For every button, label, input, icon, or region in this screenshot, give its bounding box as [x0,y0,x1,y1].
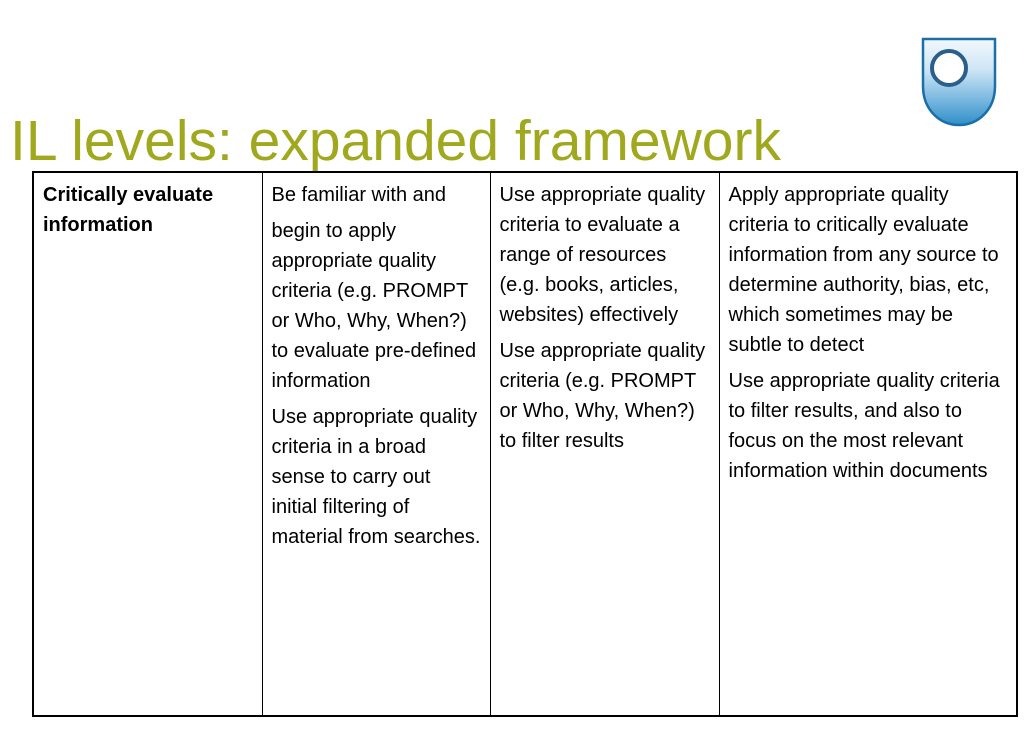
cell-paragraph: Apply appropriate quality criteria to critically evaluate information from any source to determine authority, bias, etc, which sometimes may be subtle to detect [728,184,999,356]
cell-paragraph: Use appropriate quality criteria to evaluate a range of resources (e.g. books, articles, websites) effectively [499,184,706,326]
framework-table [32,171,1018,717]
level-cell-1 [262,172,490,716]
level-cell-3 [719,172,1017,716]
cell-paragraph: Use appropriate quality criteria (e.g. PROMPT or Who, Why, When?) to filter results [499,340,706,452]
slide-title: IL levels: expanded framework [10,109,781,173]
cell-paragraph: Use appropriate quality criteria to filter results, and also to focus on the most relevant information within documents [728,370,1000,482]
table-row [33,172,1017,716]
open-university-logo-icon [920,36,998,128]
row-heading-cell [33,172,262,716]
row-heading: Critically evaluate information [43,184,214,236]
level-cell-2 [490,172,719,716]
cell-paragraph: begin to apply appropriate quality criteria (e.g. PROMPT or Who, Why, When?) to evaluate pre-defined information [271,220,477,392]
cell-paragraph: Be familiar with and [271,184,447,206]
cell-paragraph: Use appropriate quality criteria in a broad sense to carry out initial filtering of material from searches. [271,406,481,548]
